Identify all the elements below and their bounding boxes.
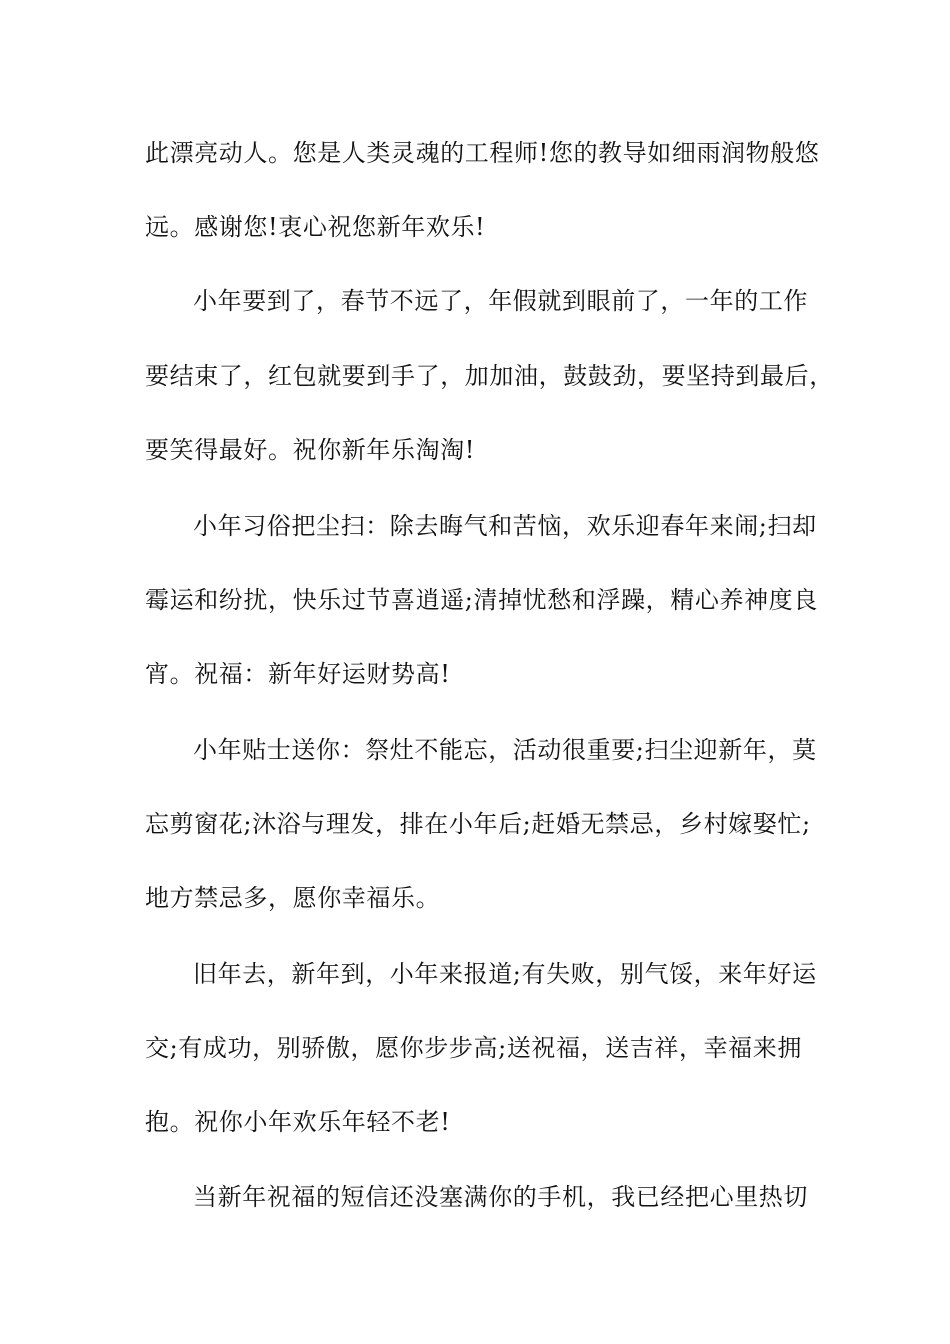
paragraph-5-line-1: 旧年去，新年到，小年来报道;有失败，别气馁，来年好运 xyxy=(193,960,817,988)
paragraph-4-line-3: 地方禁忌多，愿你幸福乐。 xyxy=(145,884,441,912)
paragraph-2-line-3: 要笑得最好。祝你新年乐淘淘! xyxy=(145,436,476,464)
paragraph-3-line-2: 霉运和纷扰，快乐过节喜逍遥;清掉忧愁和浮躁，精心养神度良 xyxy=(145,586,818,614)
paragraph-4-line-1: 小年贴士送你：祭灶不能忘，活动很重要;扫尘迎新年，莫 xyxy=(193,736,817,764)
text-line-1: 此漂亮动人。您是人类灵魂的工程师!您的教导如细雨润物般悠 xyxy=(145,139,820,167)
paragraph-3-line-1: 小年习俗把尘扫：除去晦气和苦恼，欢乐迎春年来闹;扫却 xyxy=(193,512,817,540)
paragraph-4-line-2: 忘剪窗花;沐浴与理发，排在小年后;赶婚无禁忌，乡村嫁娶忙; xyxy=(145,810,811,838)
paragraph-2-line-1: 小年要到了，春节不远了，年假就到眼前了，一年的工作 xyxy=(193,287,808,315)
paragraph-2-line-2: 要结束了，红包就要到手了，加加油，鼓鼓劲，要坚持到最后， xyxy=(145,362,834,390)
text-line-2: 远。感谢您!衷心祝您新年欢乐! xyxy=(145,213,486,241)
paragraph-5-line-2: 交;有成功，别骄傲，愿你步步高;送祝福，送吉祥，幸福来拥 xyxy=(145,1034,802,1062)
paragraph-5-line-3: 抱。祝你小年欢乐年轻不老! xyxy=(145,1108,451,1136)
paragraph-6-line-1: 当新年祝福的短信还没塞满你的手机，我已经把心里热切 xyxy=(193,1183,808,1211)
paragraph-3-line-3: 宵。祝福：新年好运财势高! xyxy=(145,660,451,688)
